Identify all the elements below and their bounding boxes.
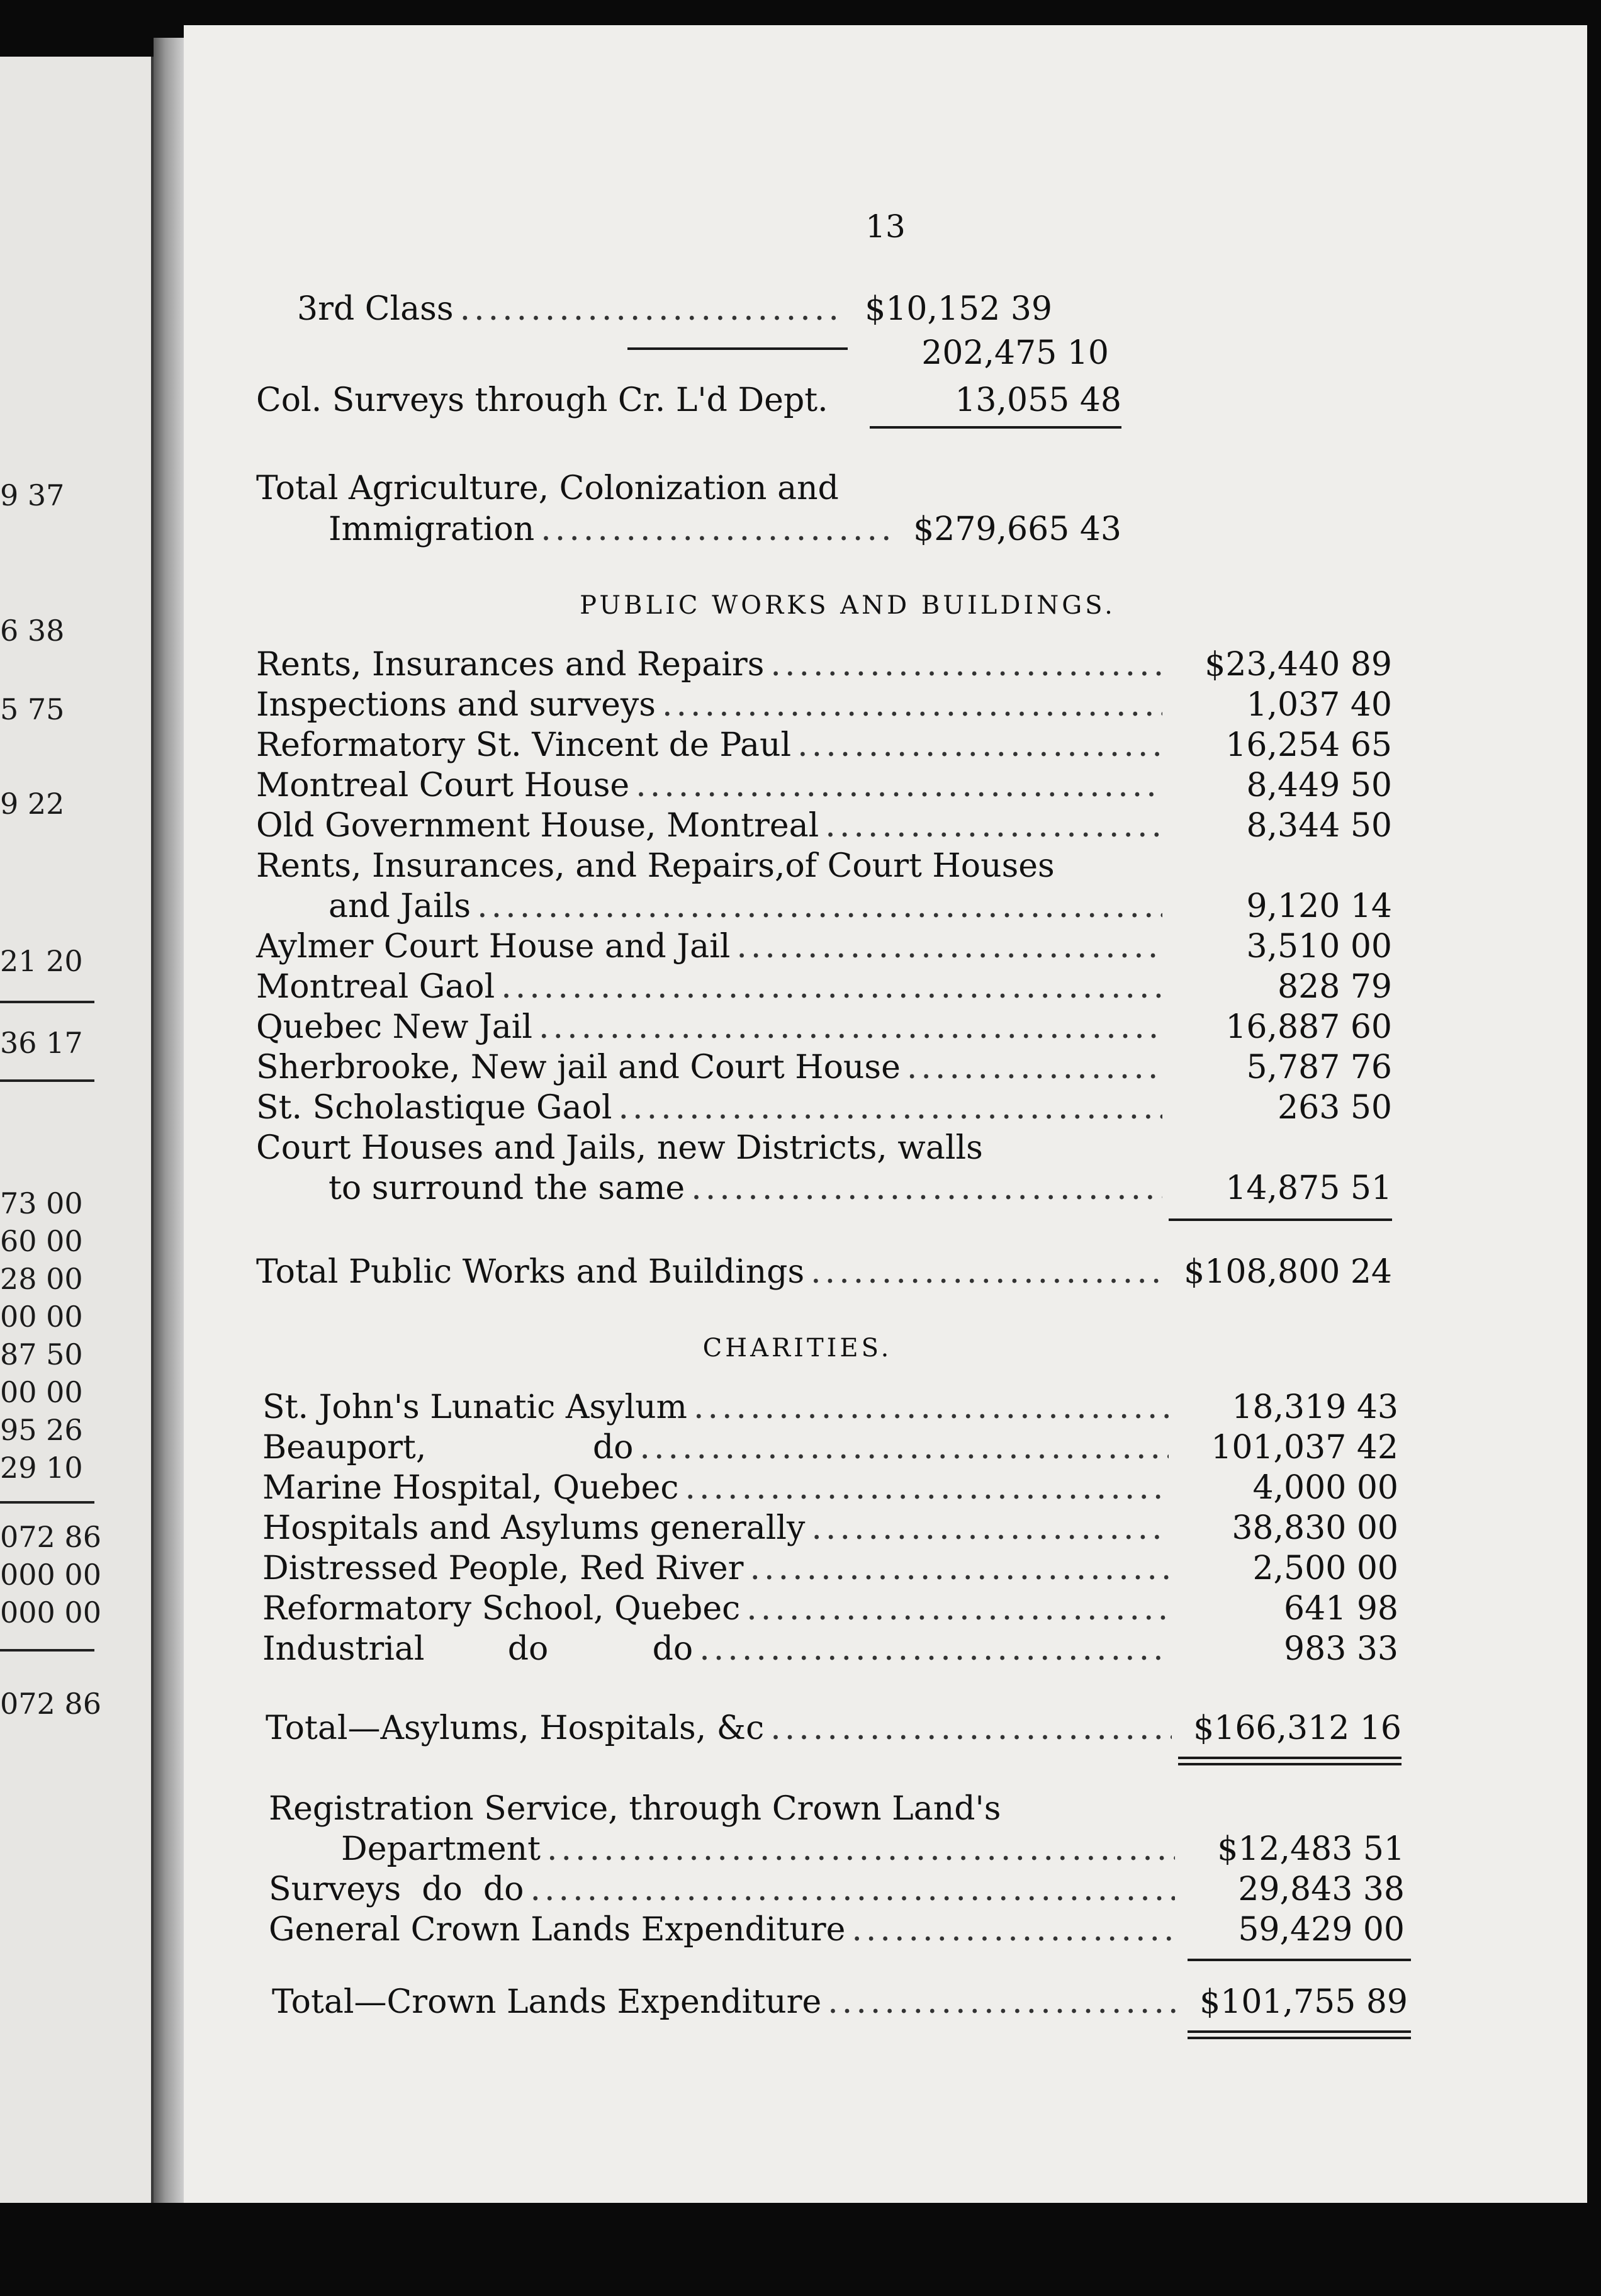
total-row-crown-lands — [272, 1983, 1408, 2022]
item-amount: $10,152 39 — [865, 290, 1052, 328]
ledger-row — [269, 1870, 1405, 1909]
item-amount: 8,344 50 — [1246, 807, 1392, 845]
leader-dots — [501, 967, 1162, 1006]
subtotal-rule — [627, 347, 848, 350]
item-amount: 1,037 40 — [1246, 686, 1392, 724]
facing-page-number: 000 00 — [0, 1595, 101, 1629]
item-amount: 5,787 76 — [1246, 1049, 1392, 1086]
facing-page-fragment — [0, 57, 154, 2203]
item-label-continued: Department — [341, 1830, 541, 1868]
total-label: Total Agriculture, Colonization and — [256, 470, 839, 507]
item-label: Court Houses and Jails, new Districts, walls — [256, 1129, 983, 1167]
facing-page-number: 000 00 — [0, 1558, 101, 1592]
leader-dots — [547, 1830, 1175, 1869]
item-amount: 101,037 42 — [1211, 1429, 1398, 1466]
facing-page-rule — [0, 1001, 94, 1003]
total-label: Total Public Works and Buildings — [256, 1253, 805, 1291]
item-label: Surveys do do — [269, 1871, 524, 1908]
item-label: Inspections and surveys — [256, 686, 656, 724]
total-amount: $279,665 43 — [913, 510, 1121, 548]
item-amount: 3,510 00 — [1246, 928, 1392, 965]
ledger-row — [262, 1509, 1398, 1548]
item-label: St. John's Lunatic Asylum — [262, 1388, 687, 1426]
leader-dots — [746, 1589, 1169, 1628]
leader-dots — [851, 1910, 1175, 1949]
ledger-row — [262, 1589, 1398, 1628]
item-label-continued: to surround the same — [329, 1169, 685, 1207]
ledger-row-third-class — [297, 290, 1052, 329]
section-heading-charities: CHARITIES. — [702, 1334, 892, 1363]
ledger-row — [256, 967, 1392, 1006]
leader-dots — [825, 806, 1162, 845]
ledger-row — [256, 1169, 1392, 1208]
ledger-row-first-line — [269, 1789, 1405, 1828]
total-label: Total—Asylums, Hospitals, &c — [266, 1709, 765, 1747]
item-label: Registration Service, through Crown Land's — [269, 1790, 1001, 1828]
facing-page-number: 29 10 — [0, 1451, 83, 1485]
item-amount: 263 50 — [1278, 1089, 1392, 1127]
subtotal-amount: 202,475 10 — [921, 334, 1109, 372]
ledger-row — [262, 1428, 1398, 1467]
total-row-charities — [266, 1709, 1402, 1748]
leader-dots — [907, 1048, 1162, 1087]
ledger-row-ag-total-line1 — [256, 469, 1392, 508]
item-amount: 18,319 43 — [1232, 1388, 1398, 1426]
ledger-row — [269, 1830, 1405, 1869]
leader-dots — [662, 685, 1162, 724]
leader-dots — [636, 766, 1162, 805]
leader-dots — [828, 1983, 1178, 2022]
ledger-row — [256, 1048, 1392, 1087]
ledger-row — [256, 726, 1392, 765]
item-label: Beauport, do — [262, 1429, 634, 1466]
item-amount: 29,843 38 — [1238, 1871, 1405, 1908]
item-label: Old Government House, Montreal — [256, 807, 819, 845]
facing-page-number: 00 00 — [0, 1375, 83, 1409]
item-amount: 8,449 50 — [1246, 767, 1392, 804]
facing-page-number: 60 00 — [0, 1224, 83, 1258]
item-amount: 983 33 — [1284, 1630, 1398, 1668]
item-label: Rents, Insurances and Repairs — [256, 646, 765, 684]
item-label: Montreal Court House — [256, 767, 630, 804]
facing-page-number: 072 86 — [0, 1687, 101, 1721]
leader-dots — [770, 645, 1162, 684]
leader-dots — [639, 1428, 1169, 1467]
facing-page-number: 95 26 — [0, 1413, 83, 1447]
item-label: Sherbrooke, New jail and Court House — [256, 1049, 901, 1086]
item-amount: 828 79 — [1278, 968, 1392, 1006]
facing-page-rule — [0, 1079, 94, 1082]
item-label: St. Scholastique Gaol — [256, 1089, 612, 1127]
item-label: Montreal Gaol — [256, 968, 495, 1006]
ledger-row — [256, 806, 1392, 845]
leader-dots — [477, 887, 1162, 926]
total-amount: $166,312 16 — [1193, 1709, 1402, 1747]
item-amount: 38,830 00 — [1232, 1509, 1398, 1547]
leader-dots — [619, 1088, 1162, 1127]
ledger-row — [256, 645, 1392, 684]
item-label-continued: and Jails — [329, 887, 471, 925]
leader-dots — [750, 1549, 1169, 1588]
ledger-row — [256, 685, 1392, 724]
ledger-row — [256, 1008, 1392, 1047]
section-rule — [870, 426, 1121, 429]
item-label: Distressed People, Red River — [262, 1550, 744, 1587]
leader-dots — [541, 510, 895, 549]
book-gutter — [154, 38, 184, 2203]
leader-dots — [811, 1509, 1169, 1548]
leader-dots — [694, 1388, 1169, 1427]
ledger-row — [256, 887, 1392, 926]
ledger-row-first-line — [256, 847, 1392, 886]
item-label: Reformatory School, Quebec — [262, 1590, 741, 1628]
double-rule — [1188, 2030, 1411, 2039]
facing-page-rule — [0, 1501, 94, 1504]
item-amount: 59,429 00 — [1238, 1911, 1405, 1949]
ledger-row — [262, 1629, 1398, 1669]
facing-page-rule — [0, 1649, 94, 1652]
facing-page-number: 36 17 — [0, 1026, 83, 1060]
total-label: Total—Crown Lands Expenditure — [272, 1983, 822, 2021]
facing-page-number: 73 00 — [0, 1186, 83, 1220]
item-label: General Crown Lands Expenditure — [269, 1911, 846, 1949]
page-number: 13 — [865, 208, 906, 245]
facing-page-number: 21 20 — [0, 944, 83, 978]
ledger-row — [269, 1910, 1405, 1949]
ledger-row — [262, 1549, 1398, 1588]
section-rule — [1169, 1218, 1392, 1221]
ledger-row — [256, 1088, 1392, 1127]
facing-page-number: 9 22 — [0, 787, 65, 821]
leader-dots — [811, 1252, 1162, 1292]
item-amount: $23,440 89 — [1205, 646, 1392, 684]
item-amount: 13,055 48 — [955, 381, 1121, 419]
total-amount: $108,800 24 — [1184, 1253, 1392, 1291]
total-amount: $101,755 89 — [1199, 1983, 1408, 2021]
facing-page-number: 9 37 — [0, 478, 65, 512]
leader-dots — [685, 1468, 1169, 1507]
item-label: Reformatory St. Vincent de Paul — [256, 726, 792, 764]
facing-page-number: 28 00 — [0, 1262, 83, 1296]
leader-dots — [736, 927, 1162, 966]
item-label: Hospitals and Asylums generally — [262, 1509, 806, 1547]
item-amount: 16,254 65 — [1225, 726, 1392, 764]
leader-dots — [691, 1169, 1162, 1208]
leader-dots — [699, 1629, 1169, 1669]
ledger-row-col-surveys — [256, 381, 1121, 420]
item-label: Quebec New Jail — [256, 1008, 533, 1046]
item-label: Industrial do do — [262, 1630, 694, 1668]
ledger-row — [256, 927, 1392, 966]
section-rule — [1188, 1959, 1411, 1961]
double-rule — [1178, 1757, 1402, 1765]
total-row-public-works — [256, 1252, 1392, 1292]
item-label: Rents, Insurances, and Repairs,of Court Houses — [256, 847, 1055, 885]
total-label: Immigration — [329, 510, 535, 548]
ledger-row-ag-total — [329, 510, 1121, 549]
leader-dots — [539, 1008, 1162, 1047]
item-label: Aylmer Court House and Jail — [256, 928, 731, 965]
leader-dots — [797, 726, 1162, 765]
item-amount: 4,000 00 — [1252, 1469, 1398, 1507]
leader-dots — [770, 1709, 1172, 1748]
leader-dots — [460, 290, 838, 329]
ledger-row-subtotal — [845, 334, 1109, 373]
leader-dots — [531, 1870, 1176, 1909]
ledger-row — [262, 1388, 1398, 1427]
item-amount: 16,887 60 — [1225, 1008, 1392, 1046]
ledger-page — [184, 25, 1587, 2203]
section-heading-public-works: PUBLIC WORKS AND BUILDINGS. — [580, 591, 1116, 620]
facing-page-number: 87 50 — [0, 1337, 83, 1371]
facing-page-number: 072 86 — [0, 1520, 101, 1554]
item-label: Marine Hospital, Quebec — [262, 1469, 679, 1507]
item-amount: $12,483 51 — [1217, 1830, 1405, 1868]
facing-page-number: 6 38 — [0, 614, 65, 648]
item-amount: 2,500 00 — [1252, 1550, 1398, 1587]
ledger-row — [256, 766, 1392, 805]
item-amount: 641 98 — [1284, 1590, 1398, 1628]
item-amount: 14,875 51 — [1225, 1169, 1392, 1207]
ledger-row-first-line — [256, 1128, 1392, 1168]
item-label: Col. Surveys through Cr. L'd Dept. — [256, 381, 828, 419]
item-label: 3rd Class — [297, 290, 454, 328]
ledger-row — [262, 1468, 1398, 1507]
item-amount: 9,120 14 — [1246, 887, 1392, 925]
facing-page-number: 00 00 — [0, 1300, 83, 1334]
facing-page-number: 5 75 — [0, 692, 65, 726]
